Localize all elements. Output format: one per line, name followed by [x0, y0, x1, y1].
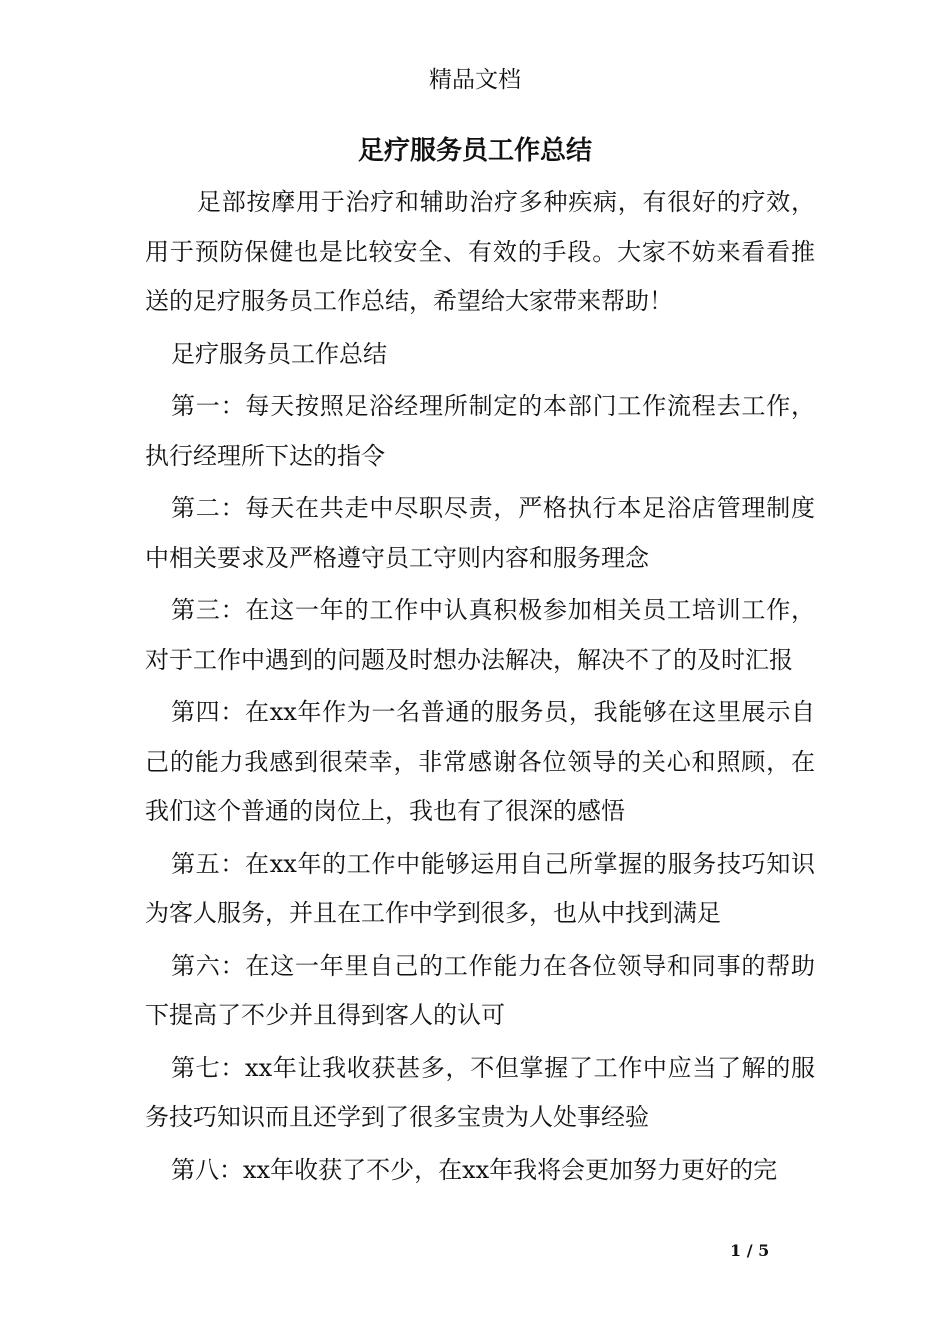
document-body [145, 178, 815, 1198]
paragraph-item-4: 第四：在xx年作为一名普通的服务员，我能够在这里展示自己的能力我感到很荣幸，非常感谢各位领导的关心和照顾，在我们这个普通的岗位上，我也有了很深的感悟 [145, 698, 815, 825]
paragraph-item-2: 第二：每天在共走中尽职尽责，严格执行本足浴店管理制度中相关要求及严格遵守员工守则内容和服务理念 [145, 494, 815, 572]
paragraph-item-3: 第三：在这一年的工作中认真积极参加相关员工培训工作，对于工作中遇到的问题及时想办法解决，解决不了的及时汇报 [145, 596, 815, 674]
page-number: 1 / 5 [730, 1241, 770, 1260]
intro-paragraph: 足部按摩用于治疗和辅助治疗多种疾病，有很好的疗效，用于预防保健也是比较安全、有效的手段。大家不妨来看看推送的足疗服务员工作总结，希望给大家带来帮助！ [145, 188, 815, 315]
paragraph-item-7: 第七：xx年让我收获甚多，不但掌握了工作中应当了解的服务技巧知识而且还学到了很多宝贵为人处事经验 [145, 1053, 815, 1131]
paragraph-item-8: 第八：xx年收获了不少，在xx年我将会更加努力更好的完 [171, 1155, 778, 1184]
page-header: 精品文档 [429, 67, 521, 93]
section-heading: 足疗服务员工作总结 [171, 339, 387, 368]
paragraph-item-1: 第一：每天按照足浴经理所制定的本部门工作流程去工作，执行经理所下达的指令 [145, 392, 815, 470]
document-title: 足疗服务员工作总结 [357, 136, 592, 166]
paragraph-item-6: 第六：在这一年里自己的工作能力在各位领导和同事的帮助下提高了不少并且得到客人的认可 [145, 951, 815, 1029]
paragraph-item-5: 第五：在xx年的工作中能够运用自己所掌握的服务技巧知识为客人服务，并且在工作中学到很多，也从中找到满足 [145, 849, 815, 927]
